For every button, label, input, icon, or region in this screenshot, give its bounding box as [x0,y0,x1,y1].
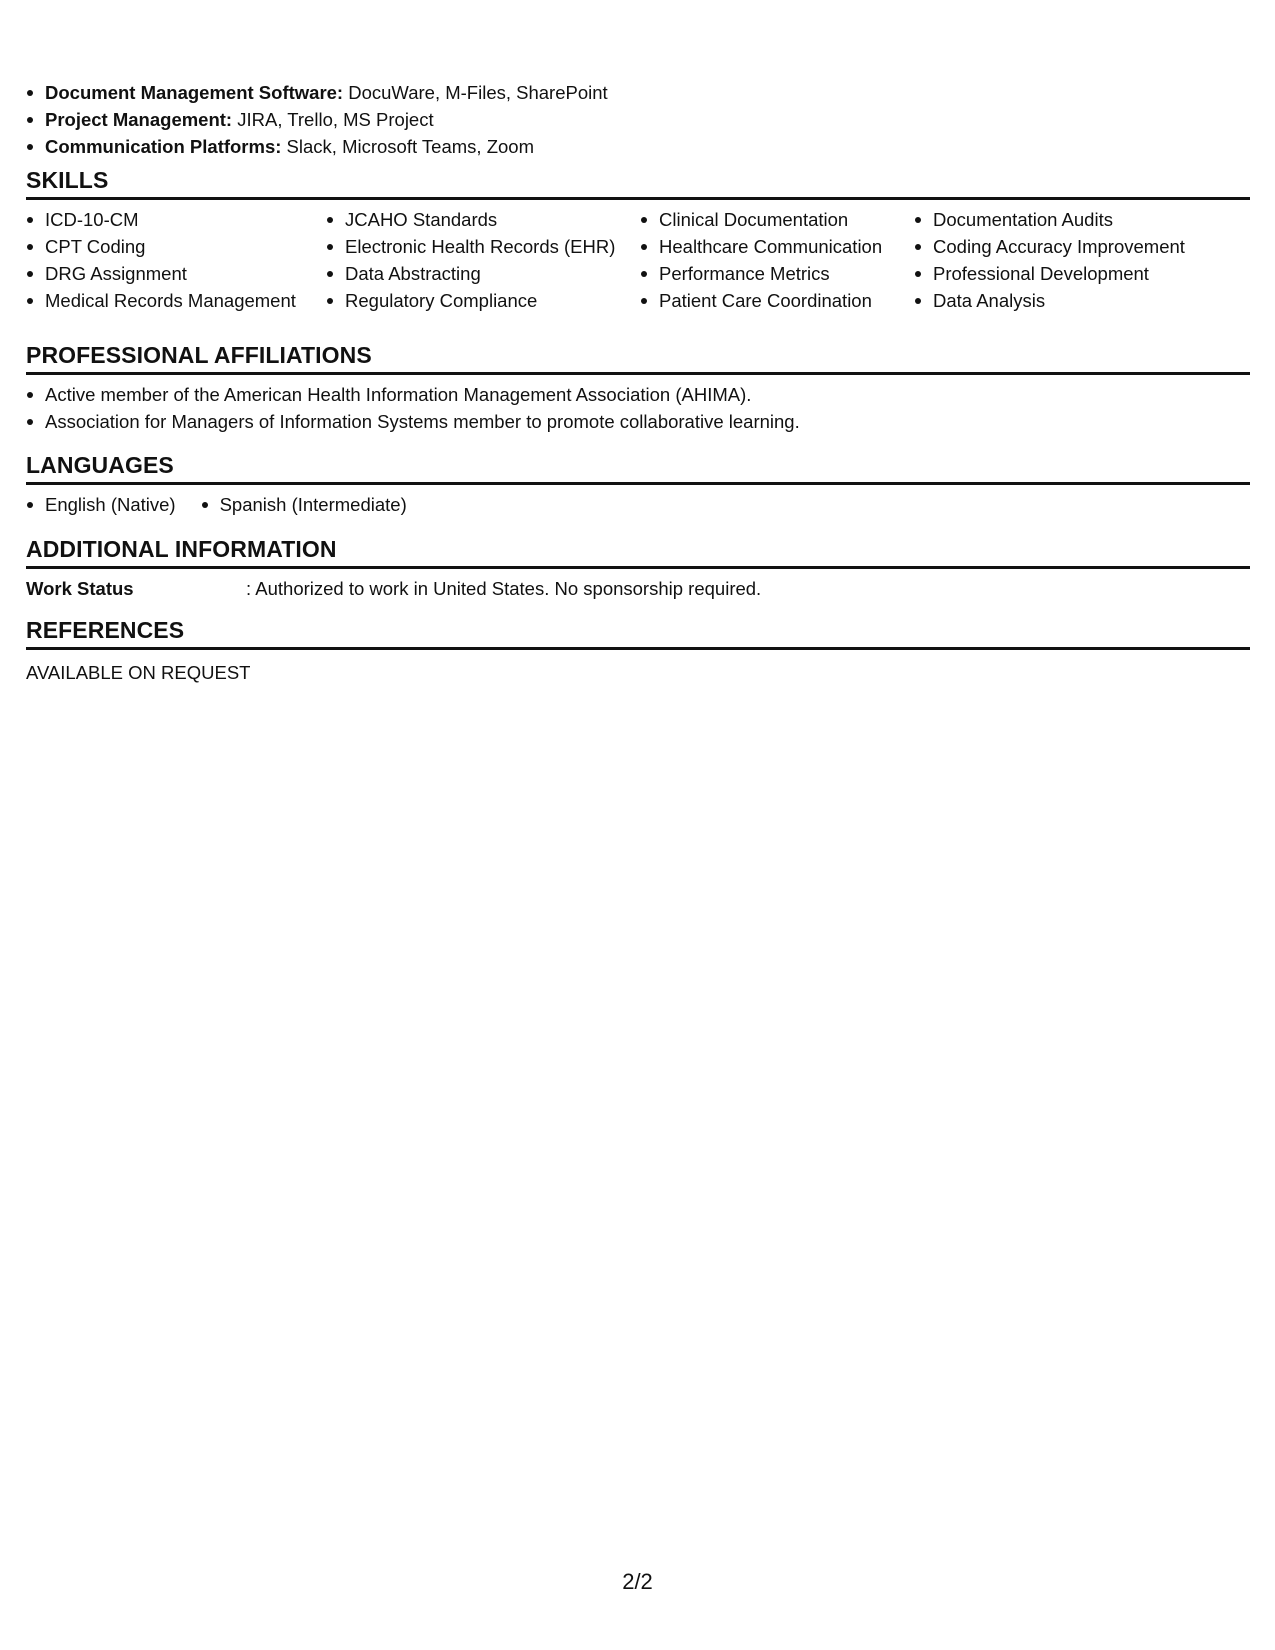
skill-item: JCAHO Standards [326,206,640,233]
skill-item: Medical Records Management [26,287,326,314]
work-status-value: : Authorized to work in United States. No sponsorship required. [246,578,762,599]
work-status-row [26,575,1250,602]
section-divider [26,372,1250,375]
skills-column [640,206,914,314]
skills-grid [26,206,1250,314]
skills-column [26,206,326,314]
skill-item: Regulatory Compliance [326,287,640,314]
language-item: Spanish (Intermediate) [201,491,407,518]
section-divider [26,566,1250,569]
skill-item: Clinical Documentation [640,206,914,233]
skill-item: ICD-10-CM [26,206,326,233]
skills-section [26,166,1250,314]
affiliations-section [26,341,1250,435]
languages-list [26,491,1250,518]
work-status-label: Work Status [26,578,134,599]
skill-item: DRG Assignment [26,260,326,287]
section-title: SKILLS [26,167,109,193]
skill-item: CPT Coding [26,233,326,260]
section-title: ADDITIONAL INFORMATION [26,536,337,562]
tools-list [26,79,608,160]
section-title: REFERENCES [26,617,185,643]
skill-item: Electronic Health Records (EHR) [326,233,640,260]
affiliations-list [26,381,1250,435]
references-section [26,616,1250,686]
tools-item-project-management: Project Management: JIRA, Trello, MS Project [26,106,608,133]
page-number: 2/2 [622,1569,653,1594]
tools-item-communication-platforms: Communication Platforms: Slack, Microsoft Teams, Zoom [26,133,608,160]
skill-item: Patient Care Coordination [640,287,914,314]
affiliation-item: Association for Managers of Information Systems member to promote collaborative learning. [26,408,1250,435]
tools-item-document-management: Document Management Software: DocuWare, M-Files, SharePoint [26,79,608,106]
skills-column [326,206,640,314]
section-divider [26,482,1250,485]
language-item: English (Native) [26,491,176,518]
skill-item: Professional Development [914,260,1250,287]
references-text: AVAILABLE ON REQUEST [26,662,251,683]
skill-item: Data Analysis [914,287,1250,314]
additional-info-section [26,535,1250,602]
skill-item: Documentation Audits [914,206,1250,233]
section-divider [26,197,1250,200]
section-divider [26,647,1250,650]
section-title: LANGUAGES [26,452,174,478]
affiliation-item: Active member of the American Health Information Management Association (AHIMA). [26,381,1250,408]
skill-item: Data Abstracting [326,260,640,287]
languages-section [26,451,1250,518]
skill-item: Healthcare Communication [640,233,914,260]
skills-column [914,206,1250,314]
skill-item: Coding Accuracy Improvement [914,233,1250,260]
section-title: PROFESSIONAL AFFILIATIONS [26,342,372,368]
skill-item: Performance Metrics [640,260,914,287]
